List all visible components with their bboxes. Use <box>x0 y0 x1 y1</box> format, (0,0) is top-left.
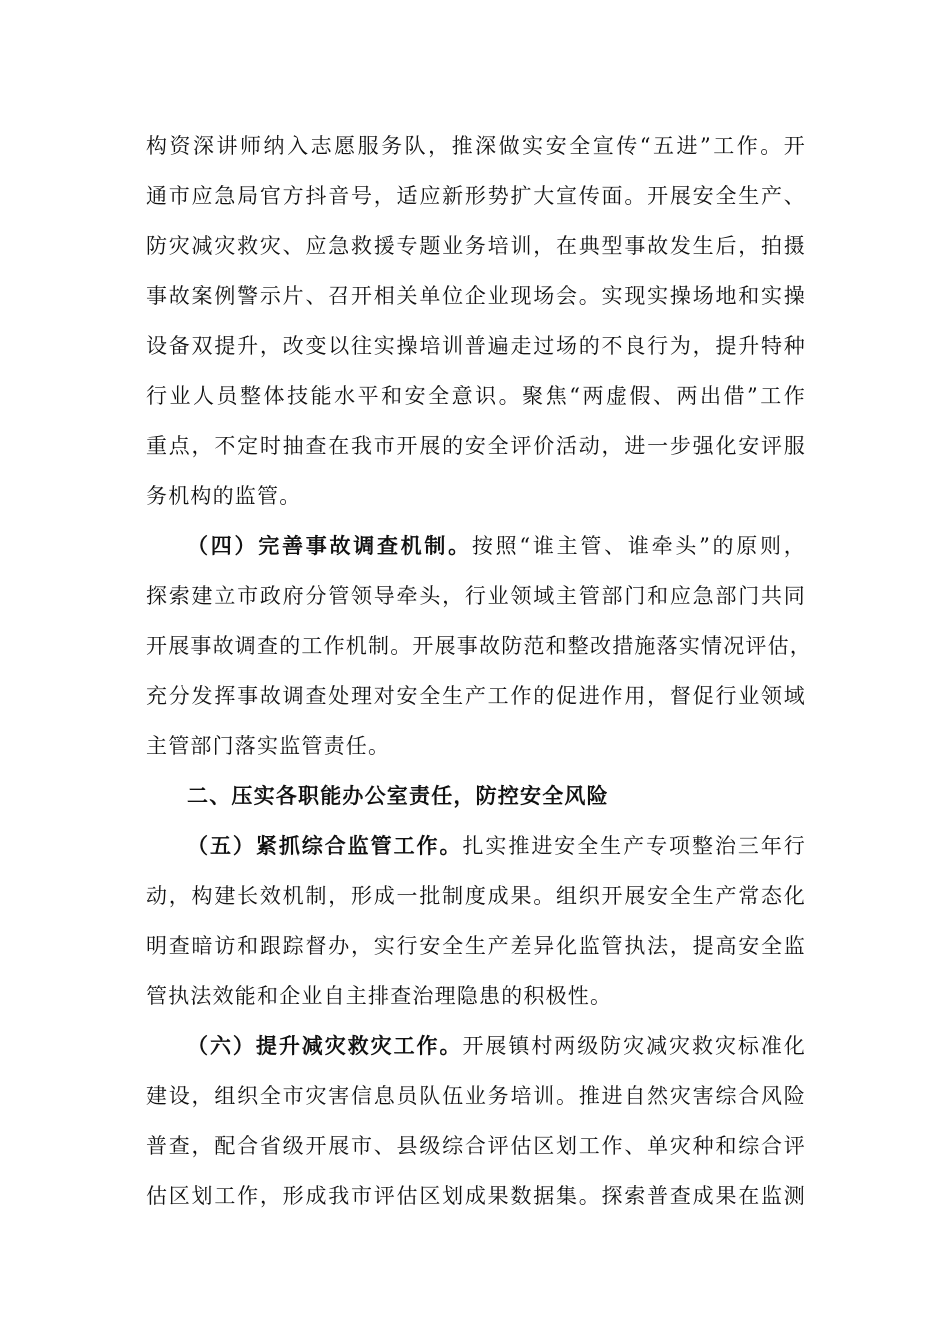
paragraph-line: 估区划工作，形成我市评估区划成果数据集。探索普查成果在监测 <box>146 1184 806 1208</box>
paragraph-first-line <box>187 532 806 560</box>
paragraph-heading: （五）紧抓综合监管工作。 <box>187 834 463 858</box>
paragraph-text: 扎实推进安全生产专项整治三年行 <box>462 834 807 858</box>
paragraph-text: 开展镇村两级防灾减灾救灾标准化 <box>462 1034 807 1058</box>
paragraph-line: 管执法效能和企业自主排查治理隐患的积极性。 <box>146 984 613 1008</box>
paragraph-line: 务机构的监管。 <box>146 484 302 508</box>
paragraph-line: 防灾减灾救灾、应急救援专题业务培训，在典型事故发生后，拍摄 <box>146 234 806 258</box>
paragraph-line: 设备双提升，改变以往实操培训普遍走过场的不良行为，提升特种 <box>146 334 806 358</box>
paragraph-line: 开展事故调查的工作机制。开展事故防范和整改措施落实情况评估， <box>146 634 812 658</box>
section-heading: 二、压实各职能办公室责任，防控安全风险 <box>187 784 609 808</box>
paragraph-heading: （四）完善事故调查机制。 <box>187 534 472 558</box>
paragraph-line: 普查，配合省级开展市、县级综合评估区划工作、单灾种和综合评 <box>146 1134 806 1158</box>
paragraph-line: 建设，组织全市灾害信息员队伍业务培训。推进自然灾害综合风险 <box>146 1084 806 1108</box>
paragraph-line: 探索建立市政府分管领导牵头，行业领域主管部门和应急部门共同 <box>146 584 806 608</box>
paragraph-line: 动，构建长效机制，形成一批制度成果。组织开展安全生产常态化 <box>146 884 806 908</box>
paragraph-text: 按照“谁主管、谁牵头”的原则， <box>471 534 806 558</box>
paragraph-line: 构资深讲师纳入志愿服务队，推深做实安全宣传“五进”工作。开 <box>146 134 806 158</box>
paragraph-line: 明查暗访和跟踪督办，实行安全生产差异化监管执法，提高安全监 <box>146 934 806 958</box>
paragraph-line: 事故案例警示片、召开相关单位企业现场会。实现实操场地和实操 <box>146 284 806 308</box>
paragraph-line: 行业人员整体技能水平和安全意识。聚焦“两虚假、两出借”工作 <box>146 384 806 408</box>
paragraph-first-line <box>187 832 806 860</box>
paragraph-line: 通市应急局官方抖音号，适应新形势扩大宣传面。开展安全生产、 <box>146 184 806 208</box>
paragraph-first-line <box>187 1032 806 1060</box>
paragraph-line: 充分发挥事故调查处理对安全生产工作的促进作用，督促行业领域 <box>146 684 806 708</box>
paragraph-line: 重点，不定时抽查在我市开展的安全评价活动，进一步强化安评服 <box>146 434 806 458</box>
paragraph-heading: （六）提升减灾救灾工作。 <box>187 1034 463 1058</box>
paragraph-line: 主管部门落实监管责任。 <box>146 734 391 758</box>
